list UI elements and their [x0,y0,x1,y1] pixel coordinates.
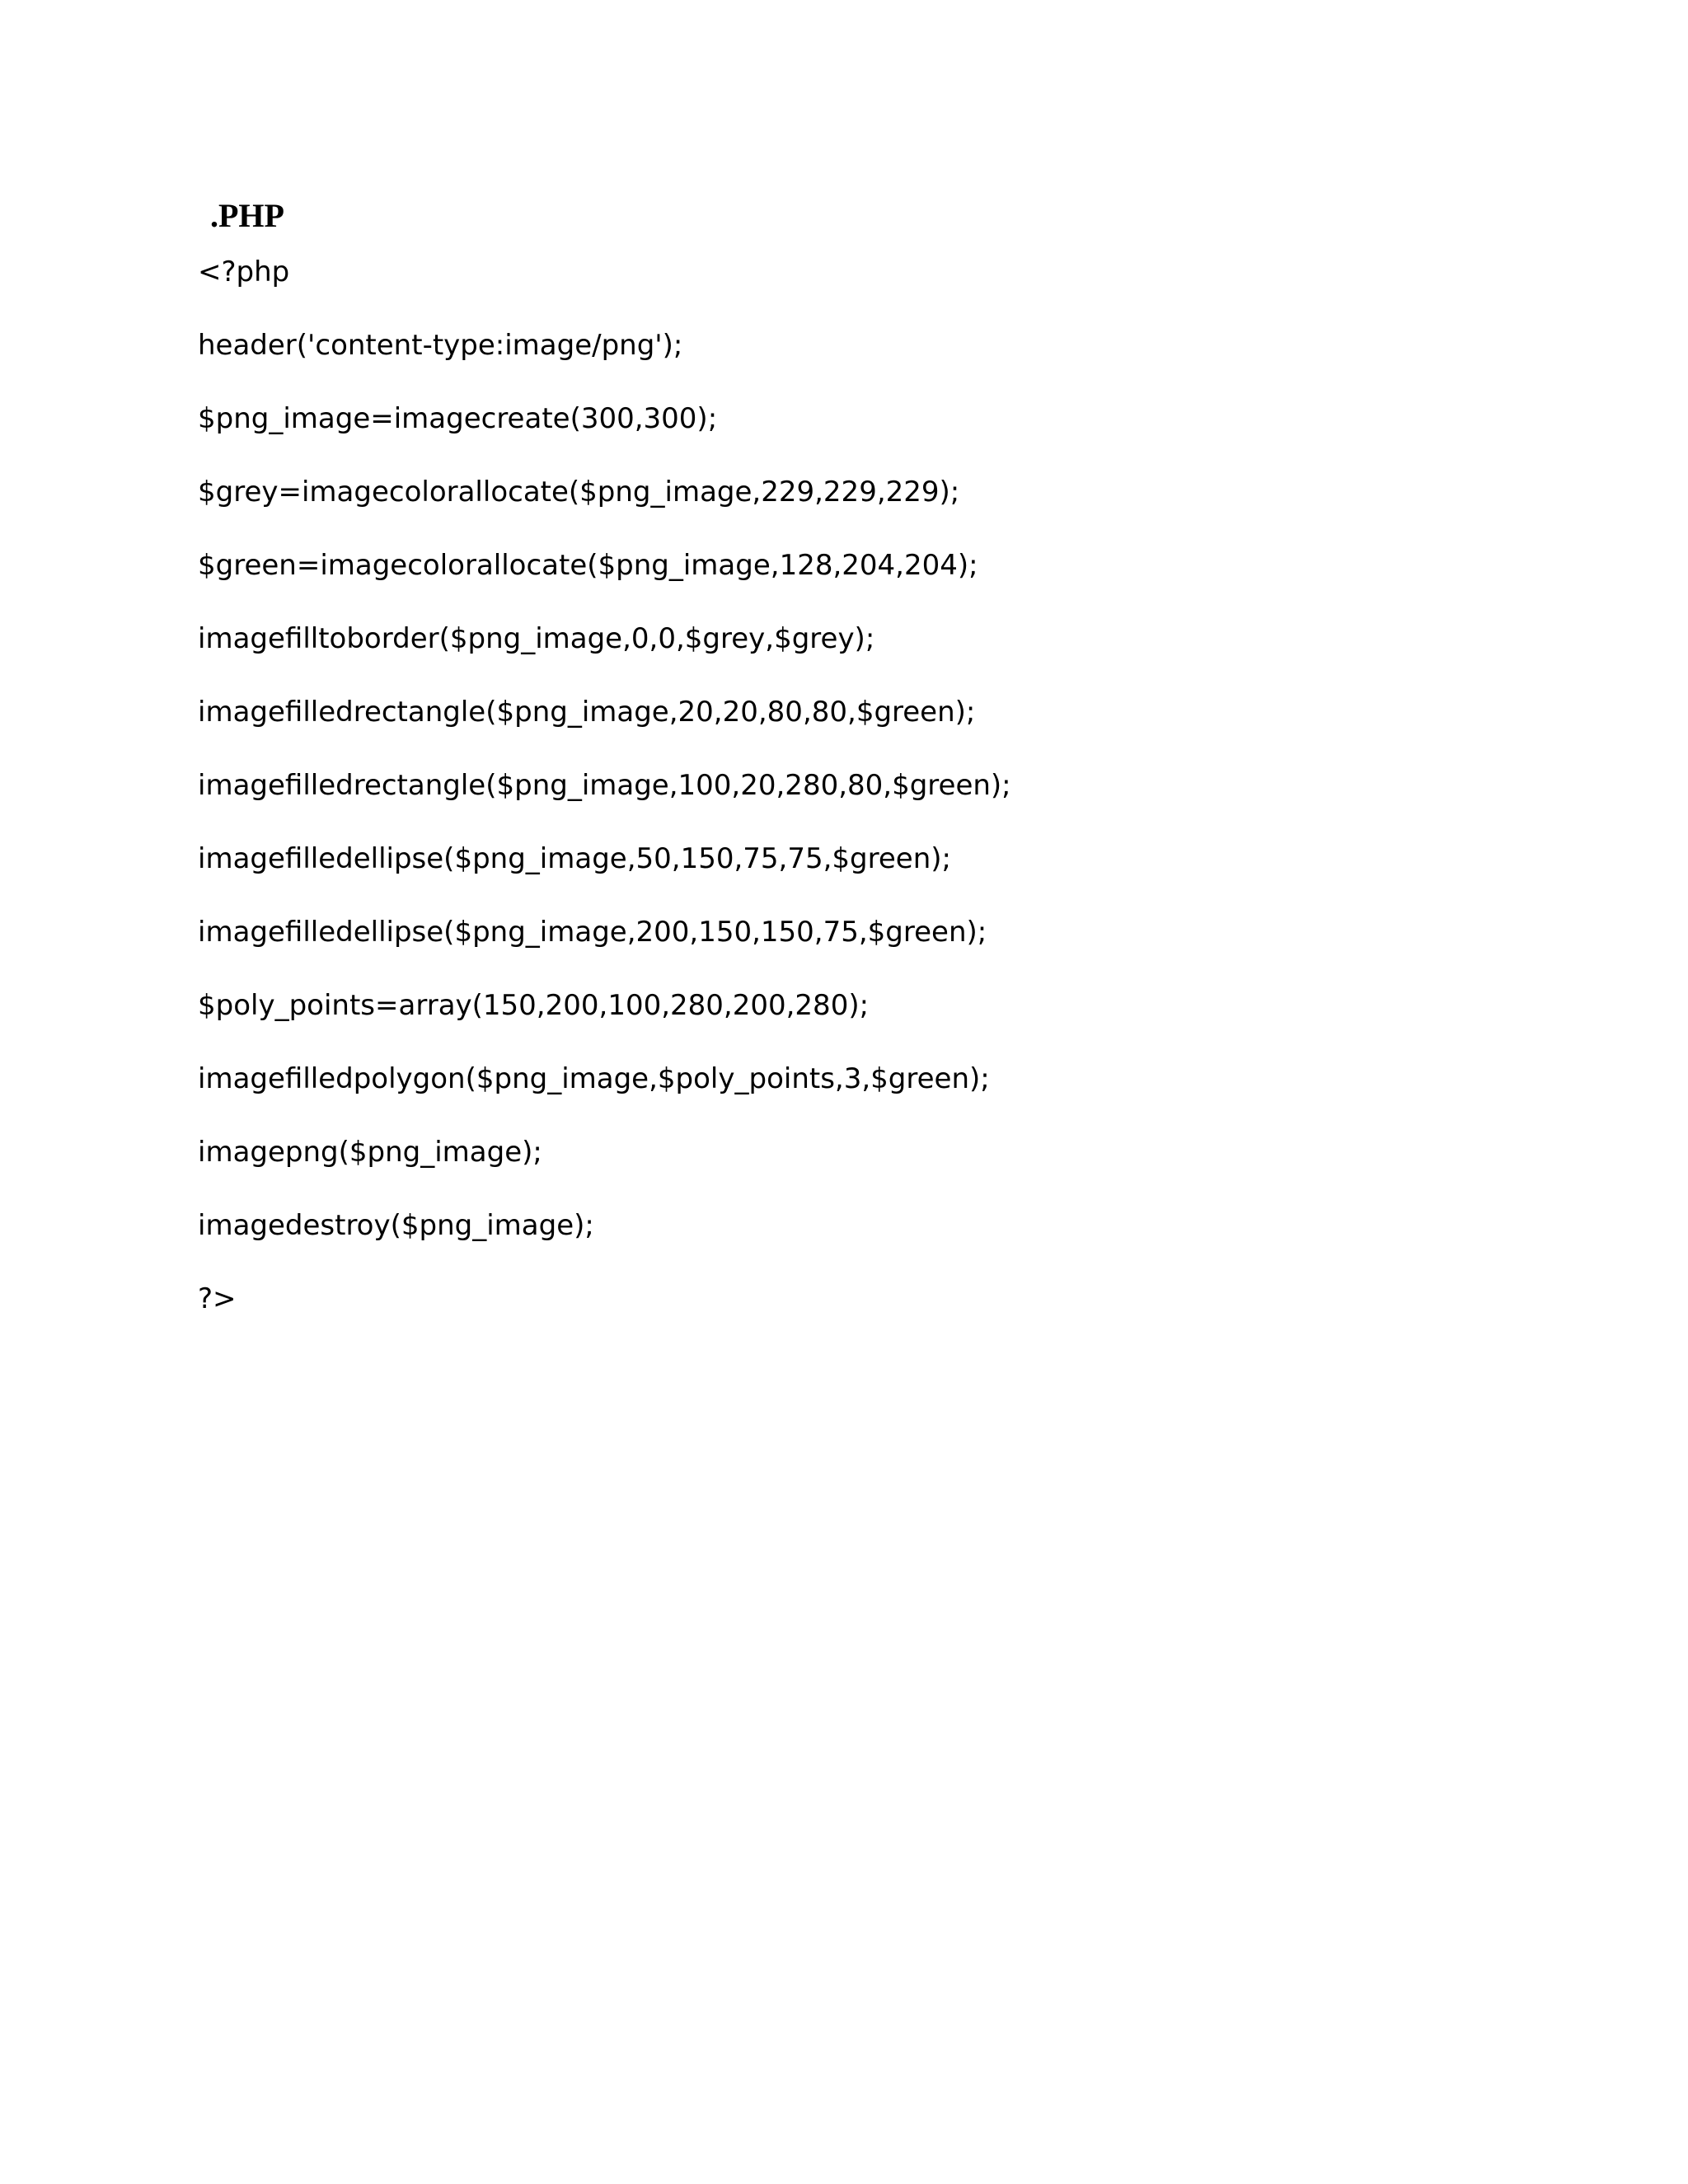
code-line: imagefilledrectangle($png_image,100,20,280,80,$green); [198,769,1011,802]
code-line: imagefilltoborder($png_image,0,0,$grey,$grey); [198,622,875,655]
code-line: imagefilledellipse($png_image,50,150,75,75,$green); [198,842,951,875]
code-line: imagefilledrectangle($png_image,20,20,80,80,$green); [198,696,976,729]
code-line: $png_image=imagecreate(300,300); [198,402,718,435]
code-line: imagefilledpolygon($png_image,$poly_points,3,$green); [198,1062,990,1095]
code-line: $green=imagecolorallocate($png_image,128,204,204); [198,549,978,582]
code-listing [198,252,1011,1352]
code-line: imagefilledellipse($png_image,200,150,150,75,$green); [198,916,987,949]
document-heading: .PHP [210,197,284,234]
code-line: imagedestroy($png_image); [198,1209,594,1242]
code-line: <?php [198,255,290,288]
code-line: imagepng($png_image); [198,1136,542,1169]
code-line: header('content-type:image/png'); [198,329,683,362]
code-line: $poly_points=array(150,200,100,280,200,280); [198,989,870,1022]
code-line: $grey=imagecolorallocate($png_image,229,229,229); [198,476,960,509]
code-line: ?> [198,1282,237,1315]
